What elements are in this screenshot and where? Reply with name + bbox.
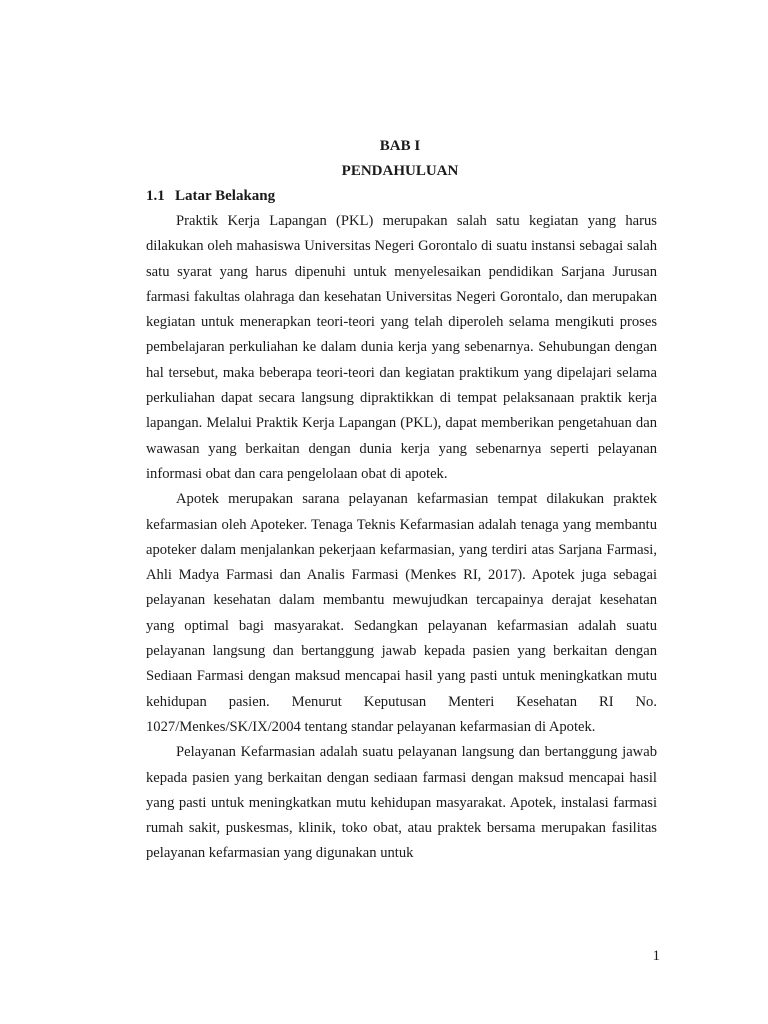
section-heading bbox=[146, 188, 275, 205]
chapter-title: PENDAHULUAN bbox=[341, 163, 459, 179]
section-number: 1.1 bbox=[146, 188, 165, 204]
paragraph-3: Pelayanan Kefarmasian adalah suatu pelayanan langsung dan bertanggung jawab kepada pasien yang berkaitan dengan sediaan farmasi dengan maksud mencapai hasil yang pasti untuk meningkatkan mutu kehidupan masyarakat. Apotek, instalasi farmasi rumah sakit, puskesmas, klinik, toko obat, atau praktek bersama merupakan fasilitas pelayanan kefarmasian yang digunakan untuk bbox=[146, 744, 657, 862]
chapter-number: BAB I bbox=[379, 138, 421, 154]
body-text bbox=[146, 209, 657, 867]
paragraph-1: Praktik Kerja Lapangan (PKL) merupakan salah satu kegiatan yang harus dilakukan oleh mahasiswa Universitas Negeri Gorontalo di suatu instansi sebagai salah satu syarat yang harus dipenuhi untuk menyelesaikan pendidikan Sarjana Jurusan farmasi fakultas olahraga dan kesehatan Universitas Negeri Gorontalo, dan merupakan kegiatan untuk menerapkan teori-teori yang telah diperoleh selama mengikuti proses pembelajaran perkuliahan ke dalam dunia kerja yang sebenarnya. Sehubungan dengan hal tersebut, maka beberapa teori-teori dan kegiatan praktikum yang dipelajari selama perkuliahan dapat secara langsung dipraktikkan di tempat pelaksanaan praktik kerja lapangan. Melalui Praktik Kerja Lapangan (PKL), dapat memberikan pengetahuan dan wawasan yang berkaitan dengan dunia kerja yang sebenarnya seperti pelayanan informasi obat dan cara pengelolaan obat di apotek. bbox=[146, 213, 657, 482]
paragraph-2: Apotek merupakan sarana pelayanan kefarmasian tempat dilakukan praktek kefarmasian oleh Apoteker. Tenaga Teknis Kefarmasian adalah tenaga yang membantu apoteker dalam menjalankan pekerjaan kefarmasian, yang terdiri atas Sarjana Farmasi, Ahli Madya Farmasi dan Analis Farmasi (Menkes RI, 2017). Apotek juga sebagai pelayanan kesehatan dalam membantu mewujudkan tercapainya derajat kesehatan yang optimal bagi masyarakat. Sedangkan pelayanan kefarmasian adalah suatu pelayanan langsung dan bertanggung jawab kepada pasien yang berkaitan dengan Sediaan Farmasi dengan maksud mencapai hasil yang pasti untuk meningkatkan mutu kehidupan pasien. Menurut Keputusan Menteri Kesehatan RI No. 1027/Menkes/SK/IX/2004 tentang standar pelayanan kefarmasian di Apotek. bbox=[146, 491, 657, 735]
page-number: 1 bbox=[652, 948, 660, 964]
section-title: Latar Belakang bbox=[175, 188, 276, 204]
